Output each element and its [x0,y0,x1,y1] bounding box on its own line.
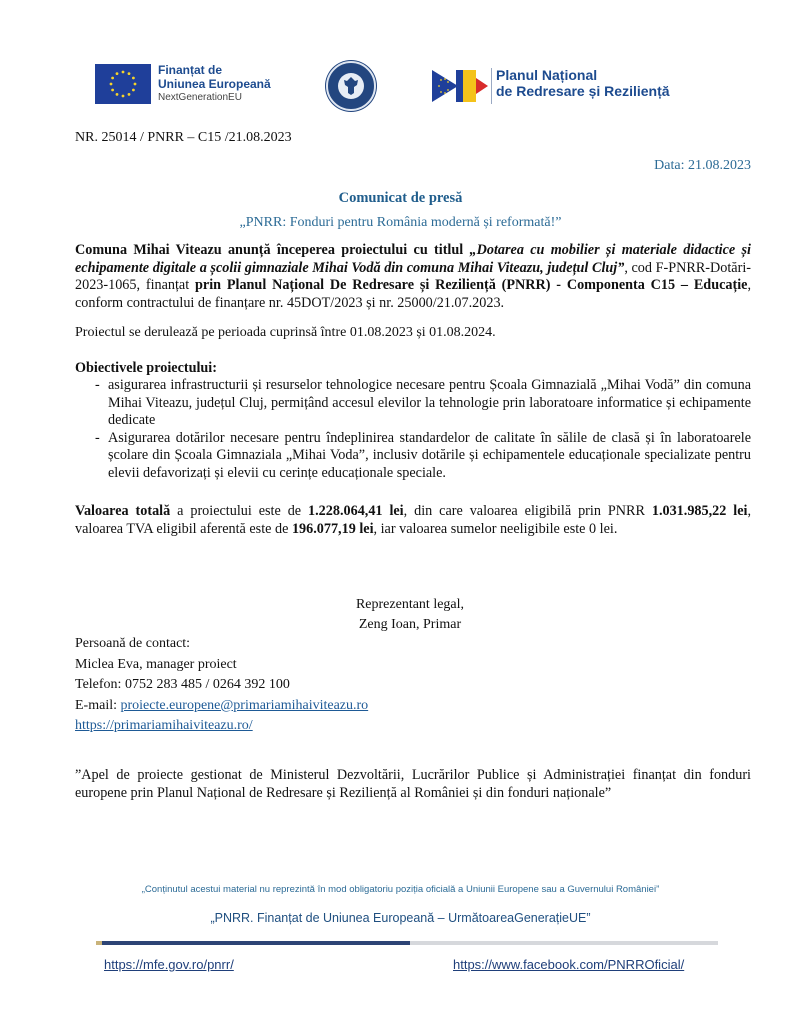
intro-paragraph [75,242,751,312]
email-label: E-mail: [75,697,121,713]
email-link[interactable]: proiecte.europene@primariamihaiviteazu.ro [120,697,369,713]
intro-lead: Comuna Mihai Viteazu anunță începerea proiectului cu titlul [75,242,470,258]
website-link[interactable]: https://primariamihaiviteazu.ro/ [75,718,253,734]
pnrr-arrows-icon [432,68,488,104]
page-title: Comunicat de presă [338,190,463,206]
footer-divider-tip [96,941,102,945]
pnrr-line1: Planul Național [496,67,598,83]
value-label: Valoarea totală [75,503,171,519]
footer-slogan: „PNRR. Finanțat de Uniunea Europeană – UrmătoareaGenerațieUE” [210,911,591,925]
contact-heading: Persoană de contact: [75,636,191,651]
value-text: , valoarea TVA eligibil aferentă este de [75,503,751,537]
eu-flag-icon [95,64,151,104]
contact-person: Miclea Eva, manager proiect [75,656,237,672]
guvernul-romaniei-seal-icon [326,61,376,111]
bullet-dash: - [95,429,100,446]
project-value-paragraph [75,503,751,538]
bullet-dash: - [95,377,100,393]
reference-number: NR. 25014 / PNRR – C15 /21.08.2023 [75,130,292,145]
page-subtitle: „PNRR: Fonduri pentru România modernă și reformată!” [239,215,562,230]
eu-funding-label [158,63,271,105]
contact-block [75,634,368,737]
eu-line1: Finanțat de [158,63,223,77]
footer-divider-accent [102,941,410,945]
objective-text: asigurarea infrastructurii și resurselor tehnologice necesare pentru Școala Gimnazială „Mihai Vodă” din comuna Mihai Viteazu, județul Cluj, permițând accesul elevilor la tehnologie prin laboratoare informatice și echipamente dedicate [108,377,751,428]
signature-role: Reprezentant legal, [355,597,465,612]
value-text: , iar valoarea sumelor neeligibile este 0 lei. [373,520,618,537]
contact-phone: Telefon: 0752 283 485 / 0264 392 100 [75,677,290,693]
contact-email-row [75,696,368,717]
objectives-list [75,377,751,482]
funding-program: prin Planul Național De Redresare și Reziliență (PNRR) - Componenta C15 – Educație [195,277,748,293]
project-period: Proiectul se derulează pe perioada cuprinsă între 01.08.2023 și 01.08.2024. [75,325,496,340]
list-item [75,377,751,430]
footer-disclaimer: „Conținutul acestui material nu reprezintă în mod obligatoriu poziția oficială a Uniunii Europene sau a Guvernului României” [141,884,660,895]
contract-info: , conform contractului de finanțare nr. 45DOT/2023 și nr. 25000/21.07.2023. [75,277,751,311]
value-text: a proiectului este de [170,503,309,519]
list-item [75,430,751,483]
objective-text: Asigurarea dotărilor necesare pentru îndeplinirea standardelor de calitate în sălile de clasă și în laboratoarele școlare din Școala Gimnaziala „Mihai Voda”, inclusiv dotările și echipamentele educaționale specializate pentru elevii defavorizați și elevii cu cerințe educaționale speciale. [108,429,751,481]
pnrr-line2: de Redresare și Reziliență [496,83,670,99]
eu-line3: NextGenerationEU [158,92,242,103]
eu-line2: Uniunea Europeană [158,77,271,91]
value-text: , din care valoarea eligibilă prin PNRR [403,503,652,519]
pnrr-label [496,67,670,99]
signature-name: Zeng Ioan, Primar [358,617,462,632]
coat-of-arms-icon [338,73,364,99]
vat-value: 196.077,19 lei [291,520,374,537]
eligible-value: 1.031.985,22 lei [651,503,748,519]
total-value: 1.228.064,41 lei [308,503,404,519]
mfe-pnrr-link[interactable]: https://mfe.gov.ro/pnrr/ [104,957,234,972]
facebook-pnrr-link[interactable]: https://www.facebook.com/PNRROficial/ [453,957,685,972]
objectives-heading: Obiectivele proiectului: [75,360,217,376]
project-title: „Dotarea cu mobilier și materiale didactice și echipamente digitale a școlii gimnaziale Mihai Vodă din comuna Mihai Viteazu, județul Cluj” [75,242,751,276]
signature-block [340,595,480,635]
project-code: , cod F-PNRR-Dotări-2023-1065, finanțat [75,259,751,293]
document-date: Data: 21.08.2023 [654,158,751,173]
logo-divider [491,68,492,104]
funding-statement: ”Apel de proiecte gestionat de Ministerul Dezvoltării, Lucrărilor Publice și Administrației finanțat din fonduri europene prin Planul Național de Redresare și Reziliență al României și din fonduri naționale” [75,767,751,801]
